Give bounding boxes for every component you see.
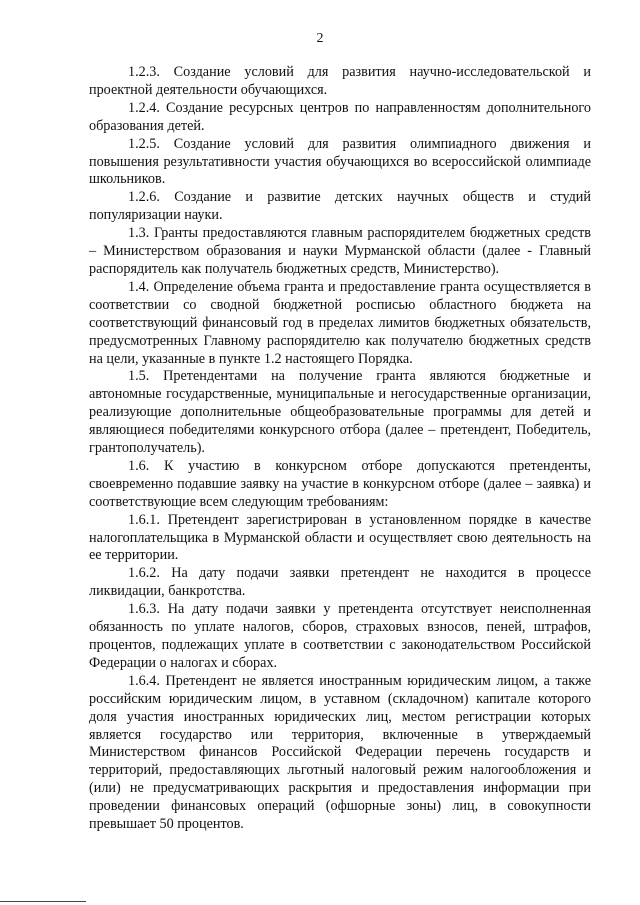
page-number: 2 [316, 31, 324, 46]
paragraph-1-6-1: 1.6.1. Претендент зарегистрирован в установленном порядке в качестве налогоплательщика в Мурманской области и осуществляет свою деятельность на ее территории. [89, 511, 591, 564]
paragraph-1-2-4: 1.2.4. Создание ресурсных центров по направленностям дополнительного образования детей. [89, 99, 591, 134]
paragraph-1-6-2: 1.6.2. На дату подачи заявки претендент не находится в процессе ликвидации, банкротства. [89, 565, 591, 600]
paragraph-1-2-6: 1.2.6. Создание и развитие детских научных обществ и студий популяризации науки. [89, 189, 591, 224]
paragraph-1-6: 1.6. К участию в конкурсном отборе допускаются претенденты, своевременно подавшие заявку на участие в конкурсном отборе (далее – заявка) и соответствующие всем следующим требованиям: [89, 457, 591, 510]
paragraph-1-3: 1.3. Гранты предоставляются главным распорядителем бюджетных средств – Министерством образования и науки Мурманской области (далее - Главный распорядитель как получатель бюджетных средств, Министерство). [89, 225, 591, 277]
body-text [89, 64, 591, 834]
paragraph-1-2-5: 1.2.5. Создание условий для развития олимпиадного движения и повышения результативности участия обучающихся во всероссийской олимпиаде школьников. [89, 135, 591, 188]
paragraph-1-6-4: 1.6.4. Претендент не является иностранным юридическим лицом, а также российским юридическим лицом, в уставном (складочном) капитале которого доля участия иностранных юридических лиц, местом регистрации которых является государство или территория, включенные в утверждаемый Министерством финансов Российской Федерации перечень государств и территорий, предоставляющих льготный налоговый режим налогообложения и (или) не предусматривающих раскрытия и предоставления информации при проведении финансовых операций (офшорные зоны) лиц, в совокупности превышает 50 процентов. [89, 672, 591, 833]
paragraph-1-6-3: 1.6.3. На дату подачи заявки у претендента отсутствует неисполненная обязанность по уплате налогов, сборов, страховых взносов, пеней, штрафов, процентов, подлежащих уплате в соответствии с законодательством Российской Федерации о налогах и сборах. [89, 601, 591, 671]
paragraph-1-4: 1.4. Определение объема гранта и предоставление гранта осуществляется в соответствии со сводной бюджетной росписью областного бюджета на соответствующий финансовый год в пределах лимитов бюджетных обязательств, предусмотренных Главному распорядителю как получателю бюджетных средств на цели, указанные в пункте 1.2 настоящего Порядка. [89, 278, 591, 367]
footer-rule [0, 901, 86, 902]
paragraph-1-2-3: 1.2.3. Создание условий для развития научно-исследовательской и проектной деятельности обучающихся. [89, 64, 591, 98]
paragraph-1-5: 1.5. Претендентами на получение гранта являются бюджетные и автономные государственные, муниципальные и негосударственные организации, реализующие дополнительные общеобразовательные программы для детей и являющиеся победителями конкурсного отбора (далее – претендент, Победитель, грантополучатель). [89, 368, 591, 457]
